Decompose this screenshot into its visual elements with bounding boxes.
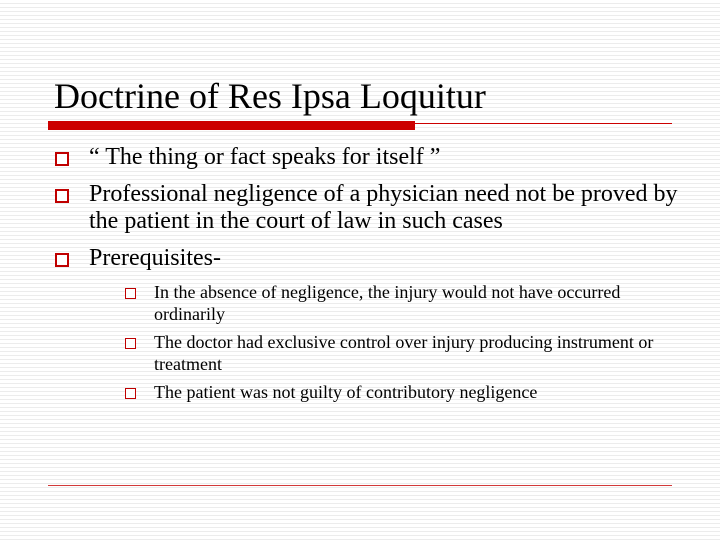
sub-bullet-text: In the absence of negligence, the injury would not have occurred ordinarily: [154, 282, 621, 324]
hollow-square-bullet-icon: [55, 253, 69, 267]
hollow-square-bullet-icon: [55, 189, 69, 203]
bullet-text: “ The thing or fact speaks for itself ”: [89, 144, 441, 170]
footer-divider-line: [48, 485, 672, 486]
bullet-item: [55, 181, 695, 235]
sub-bullet-text: The patient was not guilty of contributory negligence: [154, 382, 538, 402]
hollow-square-bullet-icon: [125, 288, 136, 299]
hollow-square-bullet-icon: [55, 152, 69, 166]
bullet-item: [55, 144, 695, 171]
hollow-square-bullet-icon: [125, 388, 136, 399]
sub-bullet-text: The doctor had exclusive control over injury producing instrument or treatment: [154, 332, 654, 374]
bullet-item: [55, 245, 695, 272]
sub-bullet-item: [125, 332, 695, 375]
slide-title: Doctrine of Res Ipsa Loquitur: [54, 76, 486, 116]
bullet-text: Prerequisites-: [89, 245, 221, 271]
title-accent-bar: [48, 121, 415, 130]
bullet-list: [55, 144, 695, 411]
sub-bullet-item: [125, 382, 695, 404]
sub-bullet-item: [125, 282, 695, 325]
hollow-square-bullet-icon: [125, 338, 136, 349]
bullet-text: Professional negligence of a physician need not be proved by the patient in the court of law in such cases: [89, 181, 678, 234]
